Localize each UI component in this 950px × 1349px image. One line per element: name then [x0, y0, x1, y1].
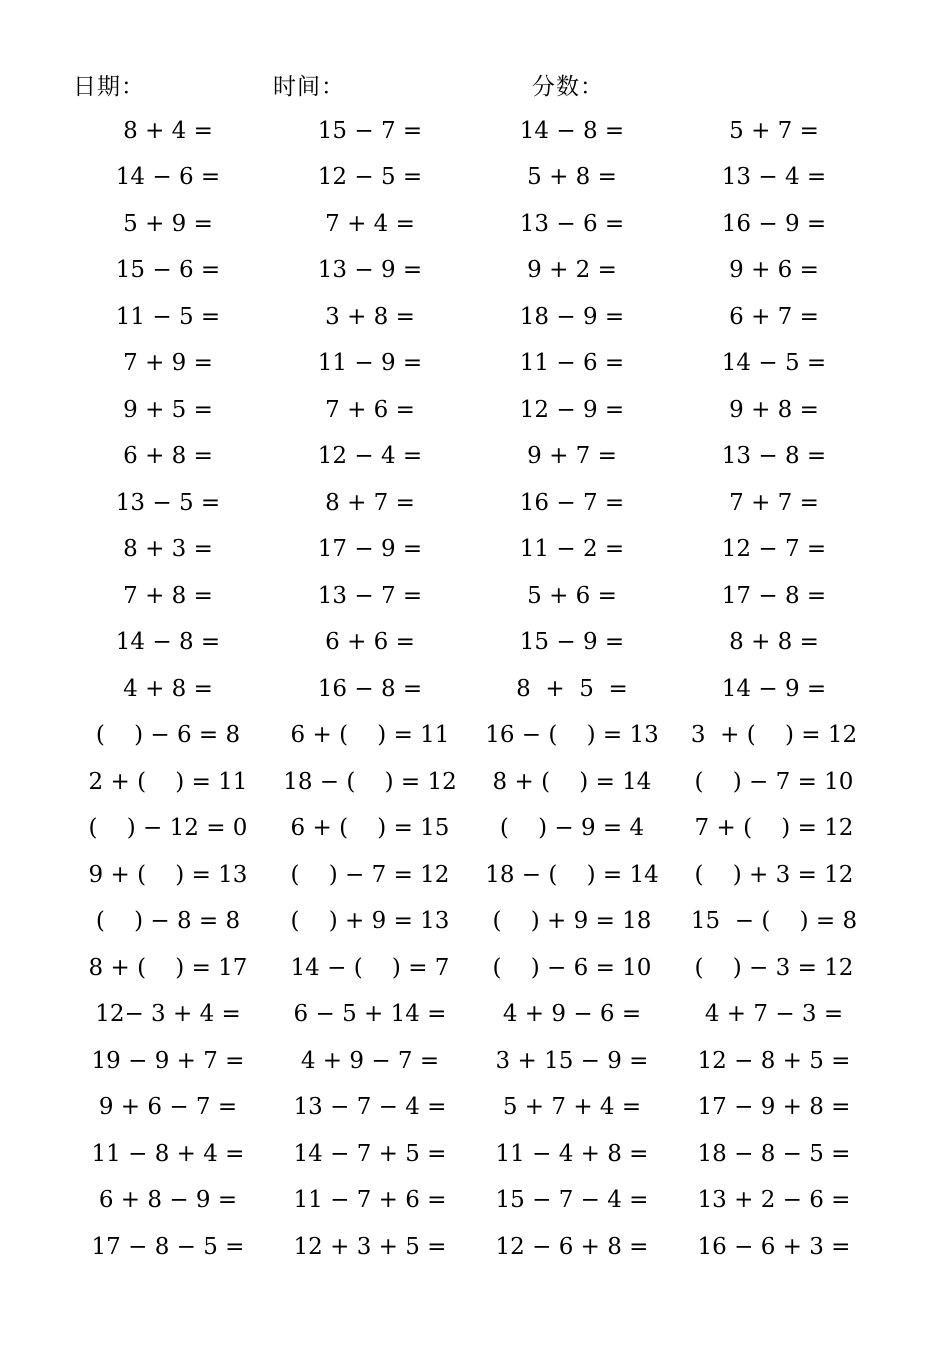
math-problem: 15 − 9 = — [519, 629, 625, 656]
math-problem: 14 − 9 = — [721, 675, 827, 702]
math-problem: 9 + 2 = — [527, 257, 617, 284]
math-problem: 19 − 9 + 7 = — [91, 1047, 245, 1074]
math-problem: ( ) − 3 = 12 — [694, 954, 854, 981]
math-problem: 7 + 9 = — [123, 350, 213, 377]
math-problem: 7 + 7 = — [729, 489, 819, 516]
math-problem: 14 − 7 + 5 = — [293, 1140, 447, 1167]
math-problem: 9 + 6 = — [729, 257, 819, 284]
math-problem: 7 + 4 = — [325, 210, 415, 237]
math-problem: 18 − ( ) = 12 — [283, 768, 457, 795]
math-problem: 12 − 4 = — [317, 443, 423, 470]
math-problem: 11 − 6 = — [519, 350, 625, 377]
math-problem: 15 − 6 = — [115, 257, 221, 284]
math-problem: 8 + 5 = — [516, 675, 628, 702]
math-problem: 7 + 6 = — [325, 396, 415, 423]
math-problem: 6 + 8 − 9 = — [98, 1187, 238, 1214]
math-problem: 9 + 6 − 7 = — [98, 1094, 238, 1121]
math-problem: 5 + 8 = — [527, 164, 617, 191]
math-problem: 16 − 8 = — [317, 675, 423, 702]
math-problem: 18 − 9 = — [519, 303, 625, 330]
math-problem: 6 + ( ) = 15 — [290, 815, 450, 842]
math-problem: 13 − 8 = — [721, 443, 827, 470]
math-problem: 6 + 6 = — [325, 629, 415, 656]
math-problem: 9 + 5 = — [123, 396, 213, 423]
math-problem: 11 − 4 + 8 = — [495, 1140, 649, 1167]
math-problem: 8 + 7 = — [325, 489, 415, 516]
math-problem: 4 + 7 − 3 = — [704, 1001, 844, 1028]
math-problem: 6 − 5 + 14 = — [293, 1001, 447, 1028]
math-problem: 13 + 2 − 6 = — [697, 1187, 851, 1214]
math-problem: 15 − 7 − 4 = — [495, 1187, 649, 1214]
math-problem: 17 − 9 + 8 = — [697, 1094, 851, 1121]
math-problem: 7 + 8 = — [123, 582, 213, 609]
math-problem: 4 + 8 = — [123, 675, 213, 702]
math-problem: 8 + ( ) = 17 — [88, 954, 248, 981]
date-label: 日期： — [73, 74, 145, 100]
math-problem: 16 − 6 + 3 = — [697, 1233, 851, 1260]
math-problem: 13 − 9 = — [317, 257, 423, 284]
math-problem: 7 + ( ) = 12 — [694, 815, 854, 842]
math-problem: ( ) − 12 = 0 — [88, 815, 248, 842]
math-problem: 17 − 8 − 5 = — [91, 1233, 245, 1260]
math-problem: 3 + ( ) = 12 — [690, 722, 858, 749]
problem-grid — [67, 108, 870, 1271]
math-problem: 6 + ( ) = 11 — [290, 722, 450, 749]
math-problem: 18 − 8 − 5 = — [697, 1140, 851, 1167]
math-problem: 9 + 7 = — [527, 443, 617, 470]
math-problem: 13 − 5 = — [115, 489, 221, 516]
math-problem: 4 + 9 − 6 = — [502, 1001, 642, 1028]
math-problem: ( ) − 7 = 10 — [694, 768, 854, 795]
math-problem: 5 + 9 = — [123, 210, 213, 237]
worksheet-header — [0, 68, 950, 108]
math-problem: ( ) − 7 = 12 — [290, 861, 450, 888]
math-problem: 12 − 8 + 5 = — [697, 1047, 851, 1074]
math-problem: 6 + 7 = — [729, 303, 819, 330]
math-problem: ( ) + 9 = 18 — [492, 908, 652, 935]
math-problem: 13 − 6 = — [519, 210, 625, 237]
math-problem: 8 + 3 = — [123, 536, 213, 563]
math-problem: 12 + 3 + 5 = — [293, 1233, 447, 1260]
math-problem: ( ) − 9 = 4 — [499, 815, 645, 842]
math-problem: 11 − 9 = — [317, 350, 423, 377]
math-problem: 17 − 9 = — [317, 536, 423, 563]
math-problem: 8 + 4 = — [123, 117, 213, 144]
math-problem: 9 + 8 = — [729, 396, 819, 423]
math-problem: 17 − 8 = — [721, 582, 827, 609]
math-problem: ( ) − 8 = 8 — [95, 908, 241, 935]
math-problem: 15 − 7 = — [317, 117, 423, 144]
math-problem: 14 − 8 = — [519, 117, 625, 144]
math-problem: 8 + 8 = — [729, 629, 819, 656]
math-problem: 12 − 5 = — [317, 164, 423, 191]
math-problem: 9 + ( ) = 13 — [88, 861, 248, 888]
math-problem: 12 − 7 = — [721, 536, 827, 563]
math-problem: 13 − 7 − 4 = — [293, 1094, 447, 1121]
math-problem: ( ) − 6 = 10 — [492, 954, 652, 981]
math-problem: 3 + 15 − 9 = — [495, 1047, 649, 1074]
math-problem: 12− 3 + 4 = — [95, 1001, 241, 1028]
math-problem: 12 − 9 = — [519, 396, 625, 423]
math-problem: 5 + 7 + 4 = — [502, 1094, 642, 1121]
math-problem: 3 + 8 = — [325, 303, 415, 330]
math-problem: ( ) + 3 = 12 — [694, 861, 854, 888]
math-problem: 13 − 4 = — [721, 164, 827, 191]
score-label: 分数： — [532, 74, 604, 100]
math-problem: 13 − 7 = — [317, 582, 423, 609]
math-problem: 11 − 8 + 4 = — [91, 1140, 245, 1167]
math-problem: 5 + 7 = — [729, 117, 819, 144]
math-problem: 14 − 6 = — [115, 164, 221, 191]
math-problem: 12 − 6 + 8 = — [495, 1233, 649, 1260]
math-problem: 6 + 8 = — [123, 443, 213, 470]
time-label: 时间： — [273, 74, 345, 100]
math-problem: 2 + ( ) = 11 — [88, 768, 248, 795]
math-problem: 14 − ( ) = 7 — [290, 954, 450, 981]
math-problem: 16 − 9 = — [721, 210, 827, 237]
math-problem: 14 − 5 = — [721, 350, 827, 377]
math-problem: 16 − ( ) = 13 — [485, 722, 659, 749]
math-problem: 4 + 9 − 7 = — [300, 1047, 440, 1074]
math-problem: 5 + 6 = — [527, 582, 617, 609]
math-problem: 14 − 8 = — [115, 629, 221, 656]
math-problem: ( ) − 6 = 8 — [95, 722, 241, 749]
math-problem: 11 − 5 = — [115, 303, 221, 330]
math-problem: 8 + ( ) = 14 — [492, 768, 652, 795]
math-problem: 15 − ( ) = 8 — [690, 908, 858, 935]
math-problem: 11 − 7 + 6 = — [293, 1187, 447, 1214]
math-problem: 16 − 7 = — [519, 489, 625, 516]
math-problem: 18 − ( ) = 14 — [485, 861, 659, 888]
math-problem: 11 − 2 = — [519, 536, 625, 563]
math-problem: ( ) + 9 = 13 — [290, 908, 450, 935]
